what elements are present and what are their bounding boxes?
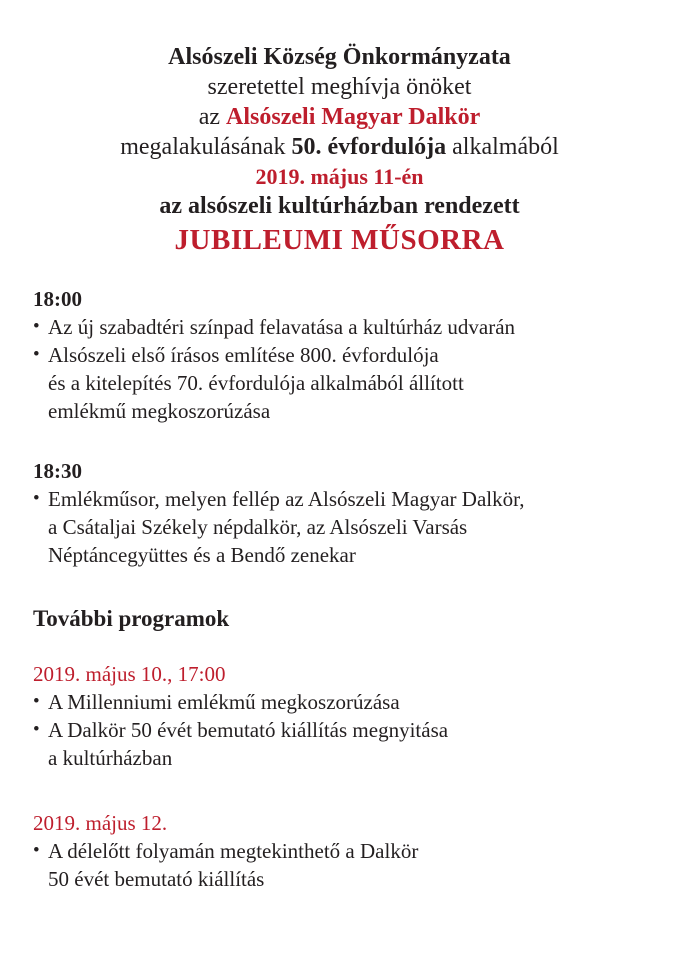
list-item-line: Néptáncegyüttes és a Bendő zenekar [48, 543, 356, 567]
organizer-name: Alsószeli Község Önkormányzata [168, 44, 511, 70]
list-item [33, 313, 643, 341]
list-item-text [48, 688, 643, 716]
event-date: 2019. május 11-én [255, 164, 424, 189]
date-heading: 2019. május 12. [33, 811, 168, 835]
list-item-text [48, 485, 643, 569]
time-heading: 18:00 [33, 287, 82, 311]
bullet-icon: • [33, 316, 40, 337]
list-item [33, 837, 643, 893]
list-item-text [48, 837, 643, 893]
list-item-line: a Csátaljai Székely népdalkör, az Alsószeli Varsás [48, 515, 468, 539]
list-item [33, 688, 643, 716]
list-item-text [48, 716, 643, 772]
invitation-header [0, 0, 679, 257]
list-item-line: Emlékműsor, melyen fellép az Alsószeli Magyar Dalkör, [48, 487, 525, 511]
further-section-may12 [33, 809, 643, 893]
list-item-line: A Millenniumi emlékmű megkoszorúzása [48, 690, 400, 714]
schedule-section-1830 [33, 457, 643, 569]
choir-prefix: az [198, 104, 227, 130]
list-item-text [48, 313, 643, 341]
bullet-icon: • [33, 691, 40, 712]
list-item-line: és a kitelepítés 70. évfordulója alkalmából állított [48, 371, 464, 395]
choir-line [0, 102, 679, 132]
list-item [33, 716, 643, 772]
list-item-line: A Dalkör 50 évét bemutató kiállítás megnyitása [48, 718, 449, 742]
list-item-text [48, 341, 643, 425]
program-body [0, 257, 679, 893]
list-item [33, 341, 643, 425]
list-item-line: A délelőtt folyamán megtekinthető a Dalkör [48, 839, 419, 863]
date-heading: 2019. május 10., 17:00 [33, 662, 226, 686]
schedule-section-1800 [33, 285, 643, 425]
time-heading: 18:30 [33, 459, 82, 483]
list-item-line: Alsószeli első írásos említése 800. évfordulója [48, 343, 439, 367]
list-item-line: a kultúrházban [48, 746, 173, 770]
bullet-icon: • [33, 840, 40, 861]
bullet-icon: • [33, 488, 40, 509]
anniversary-text: 50. évfordulója [291, 134, 447, 160]
choir-name: Alsószeli Magyar Dalkör [226, 104, 481, 130]
event-title: JUBILEUMI MŰSORRA [174, 224, 505, 256]
anniversary-line [0, 132, 679, 162]
list-item [33, 485, 643, 569]
list-item-line: emlékmű megkoszorúzása [48, 399, 271, 423]
list-item-line: 50 évét bemutató kiállítás [48, 867, 265, 891]
bullet-icon: • [33, 719, 40, 740]
venue-line: az alsószeli kultúrházban rendezett [159, 193, 520, 219]
invitation-line: szeretettel meghívja önöket [207, 74, 472, 100]
list-item-line: Az új szabadtéri színpad felavatása a kultúrház udvarán [48, 315, 516, 339]
bullet-icon: • [33, 344, 40, 365]
founding-suffix: alkalmából [446, 134, 559, 160]
further-section-may10 [33, 660, 643, 772]
founding-prefix: megalakulásának [120, 134, 292, 160]
further-programs-heading: További programok [33, 606, 230, 631]
